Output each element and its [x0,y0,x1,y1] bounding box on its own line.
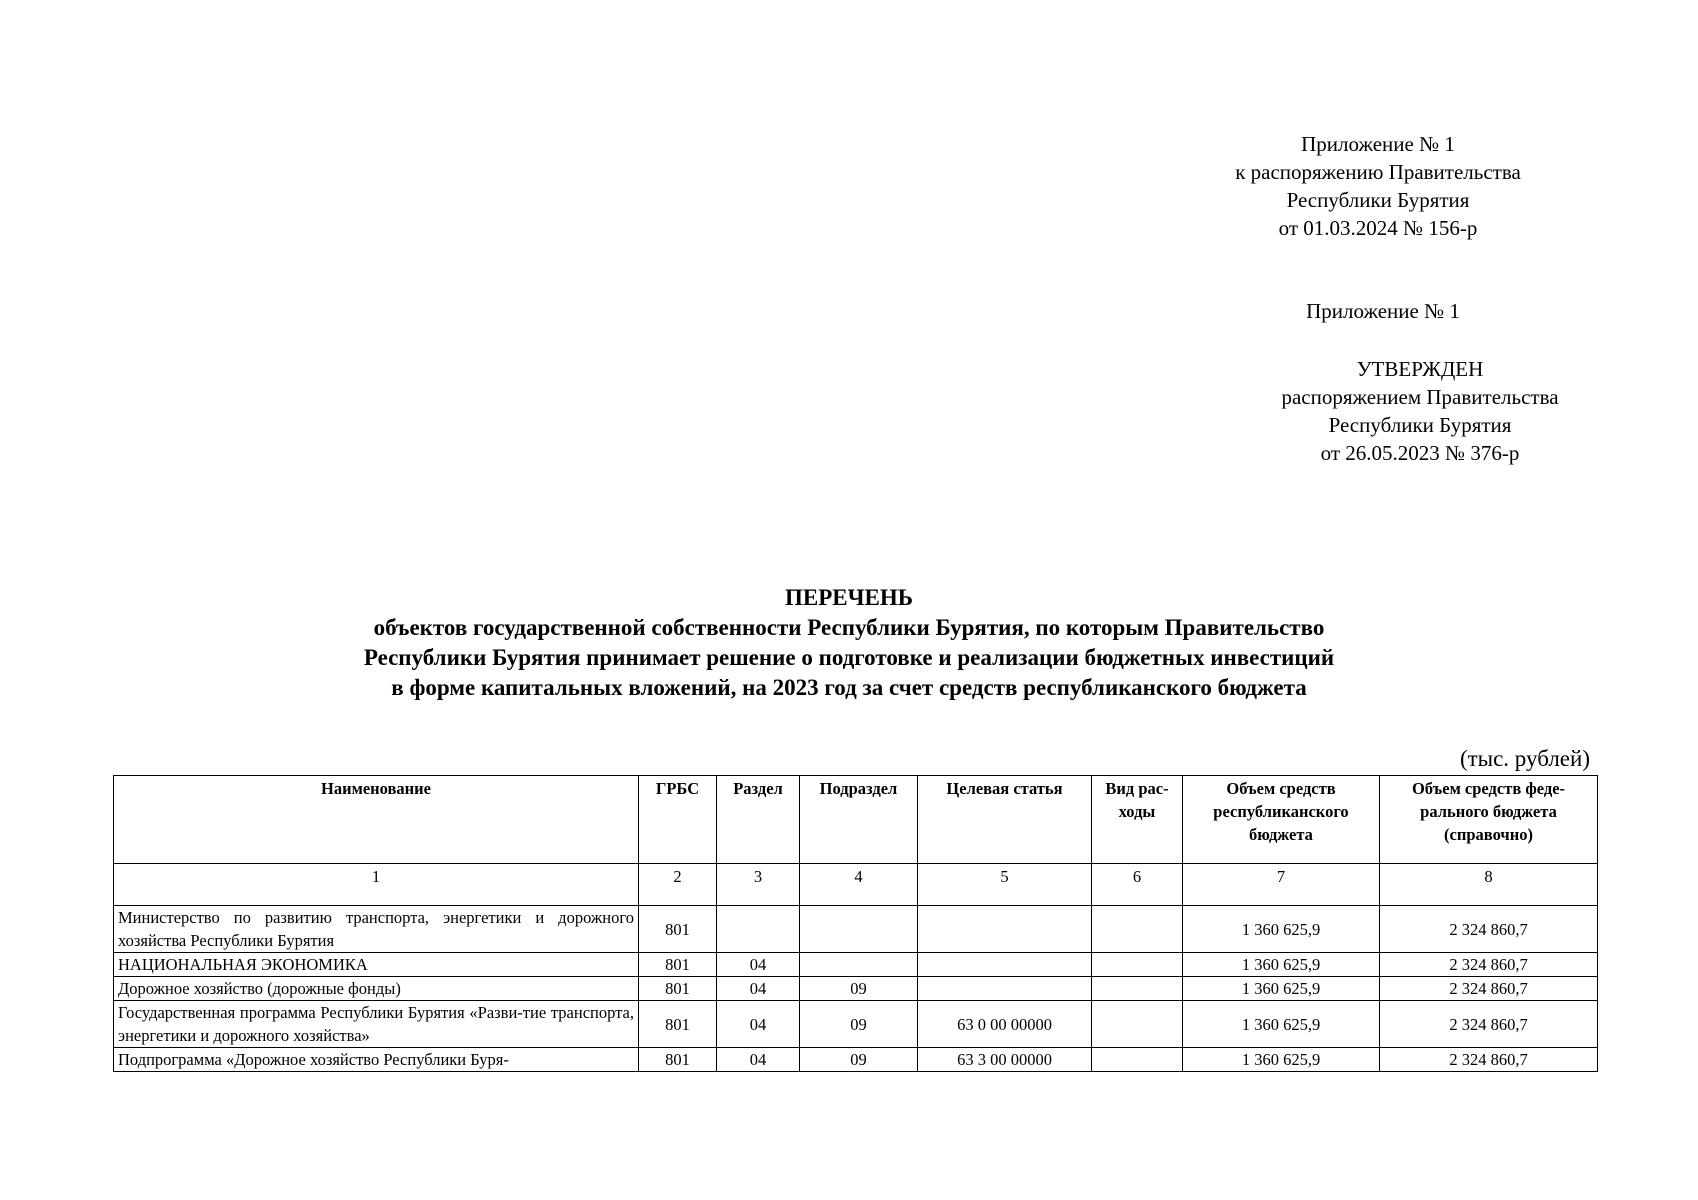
header-name: Наименование [114,776,639,864]
header-federal-budget: Объем средств феде-рального бюджета (справочно) [1380,776,1598,864]
header-target: Целевая статья [918,776,1092,864]
row-expense-type [1092,1001,1183,1048]
row-subsection: 09 [800,1048,918,1072]
row-federal: 2 324 860,7 [1380,906,1598,953]
row-name: Подпрограмма «Дорожное хозяйство Республики Буря- [114,1048,639,1072]
row-subsection: 09 [800,1001,918,1048]
row-name: Государственная программа Республики Бурятия «Разви-тие транспорта, энергетики и дорожного хозяйства» [114,1001,639,1048]
title-line2: объектов государственной собственности Республики Бурятия, по которым Правительство [373,615,1325,640]
approval-line4: от 26.05.2023 № 376-р [1320,441,1520,465]
row-target [918,953,1092,977]
approval-line2: распоряжением Правительства [1281,385,1559,409]
row-subsection: 09 [800,977,918,1001]
row-expense-type [1092,1048,1183,1072]
row-regional: 1 360 625,9 [1183,1048,1380,1072]
header-expense-type: Вид рас-ходы [1092,776,1183,864]
table-row [114,953,1598,977]
annex-current-line4: от 01.03.2024 № 156-р [1278,216,1478,240]
column-number: 8 [1380,864,1598,906]
row-grbs: 801 [639,953,717,977]
approval-line1: УТВЕРЖДЕН [1356,357,1484,381]
table-row [114,977,1598,1001]
header-regional-budget: Объем средств республиканского бюджета [1183,776,1380,864]
row-subsection [800,906,918,953]
column-number: 5 [918,864,1092,906]
header-subsection: Подраздел [800,776,918,864]
row-regional: 1 360 625,9 [1183,906,1380,953]
header-row [114,776,1598,864]
column-number: 6 [1092,864,1183,906]
annex-current-line2: к распоряжению Правительства [1235,160,1521,184]
annex-current [1228,130,1528,242]
row-expense-type [1092,953,1183,977]
row-grbs: 801 [639,1048,717,1072]
row-target: 63 3 00 00000 [918,1048,1092,1072]
row-subsection [800,953,918,977]
row-name: Дорожное хозяйство (дорожные фонды) [114,977,639,1001]
column-number: 1 [114,864,639,906]
row-section: 04 [717,1048,800,1072]
table-row [114,1048,1598,1072]
title-line1: ПЕРЕЧЕНЬ [785,585,913,610]
row-section: 04 [717,1001,800,1048]
row-name: Министерство по развитию транспорта, энергетики и дорожного хозяйства Республики Бурятия [114,906,639,953]
column-number-row [114,864,1598,906]
annex-prior [1268,297,1498,325]
row-section: 04 [717,977,800,1001]
row-grbs: 801 [639,977,717,1001]
annex-current-line3: Республики Бурятия [1286,188,1470,212]
row-section [717,906,800,953]
annex-current-line1: Приложение № 1 [1301,132,1455,156]
table-row [114,906,1598,953]
units-label: (тыс. рублей) [1459,746,1590,771]
row-federal: 2 324 860,7 [1380,1048,1598,1072]
row-section: 04 [717,953,800,977]
row-federal: 2 324 860,7 [1380,1001,1598,1048]
row-regional: 1 360 625,9 [1183,953,1380,977]
row-grbs: 801 [639,1001,717,1048]
approval-block [1250,355,1590,467]
title-line3: Республики Бурятия принимает решение о подготовке и реализации бюджетных инвестиций [363,645,1335,670]
row-regional: 1 360 625,9 [1183,977,1380,1001]
header-grbs: ГРБС [639,776,717,864]
table-row [114,1001,1598,1048]
column-number: 4 [800,864,918,906]
title-line4: в форме капитальных вложений, на 2023 год за счет средств республиканского бюджета [391,675,1307,700]
column-number: 7 [1183,864,1380,906]
row-target: 63 0 00 00000 [918,1001,1092,1048]
document-title [220,583,1478,703]
row-name: НАЦИОНАЛЬНАЯ ЭКОНОМИКА [114,953,639,977]
row-target [918,906,1092,953]
annex-prior-line1: Приложение № 1 [1306,299,1460,323]
row-grbs: 801 [639,906,717,953]
row-federal: 2 324 860,7 [1380,977,1598,1001]
row-federal: 2 324 860,7 [1380,953,1598,977]
row-expense-type [1092,906,1183,953]
row-target [918,977,1092,1001]
approval-line3: Республики Бурятия [1328,413,1512,437]
column-number: 2 [639,864,717,906]
column-number: 3 [717,864,800,906]
row-expense-type [1092,977,1183,1001]
budget-table [113,775,1598,1072]
row-regional: 1 360 625,9 [1183,1001,1380,1048]
header-section: Раздел [717,776,800,864]
